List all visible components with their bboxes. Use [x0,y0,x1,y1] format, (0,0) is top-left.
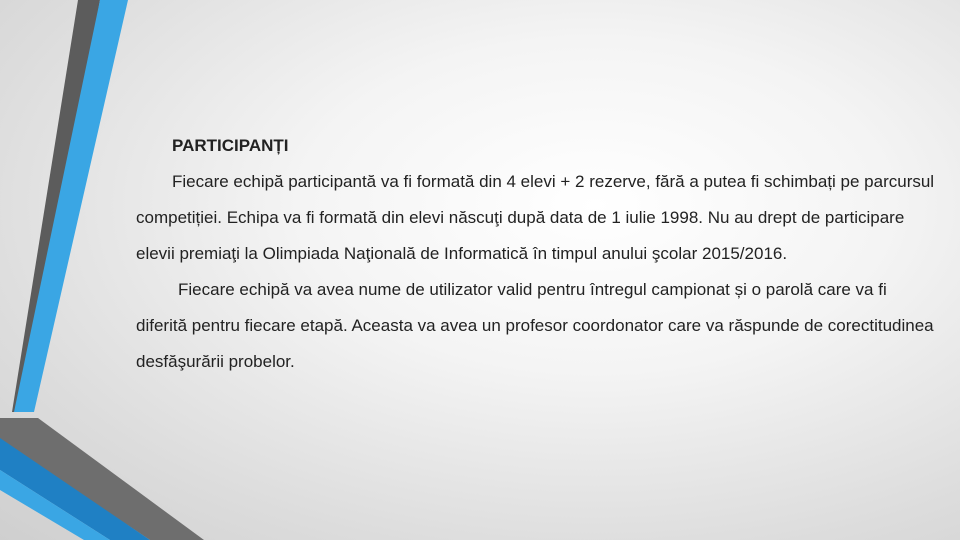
dark-gray-stripe [12,0,100,412]
slide-body [136,128,936,380]
paragraph-credentials: Fiecare echipă va avea nume de utilizator valid pentru întregul campionat și o parolă care va fi diferită pentru fiecare etapă. Aceasta va avea un profesor coordonator care va răspunde de corectitudinea desfăşurării probelor. [136,280,934,371]
slide-heading: PARTICIPANȚI [172,136,289,155]
paragraph-participants: Fiecare echipă participantă va fi formată din 4 elevi + 2 rezerve, fără a putea fi schimbați pe parcursul competiției. Echipa va fi formată din elevi născuţi după data de 1 iulie 1998. Nu au drept de participare elevii premiaţi la Olimpiada Naţională de Informatică în timpul anului şcolar 2015/2016. [136,172,935,263]
